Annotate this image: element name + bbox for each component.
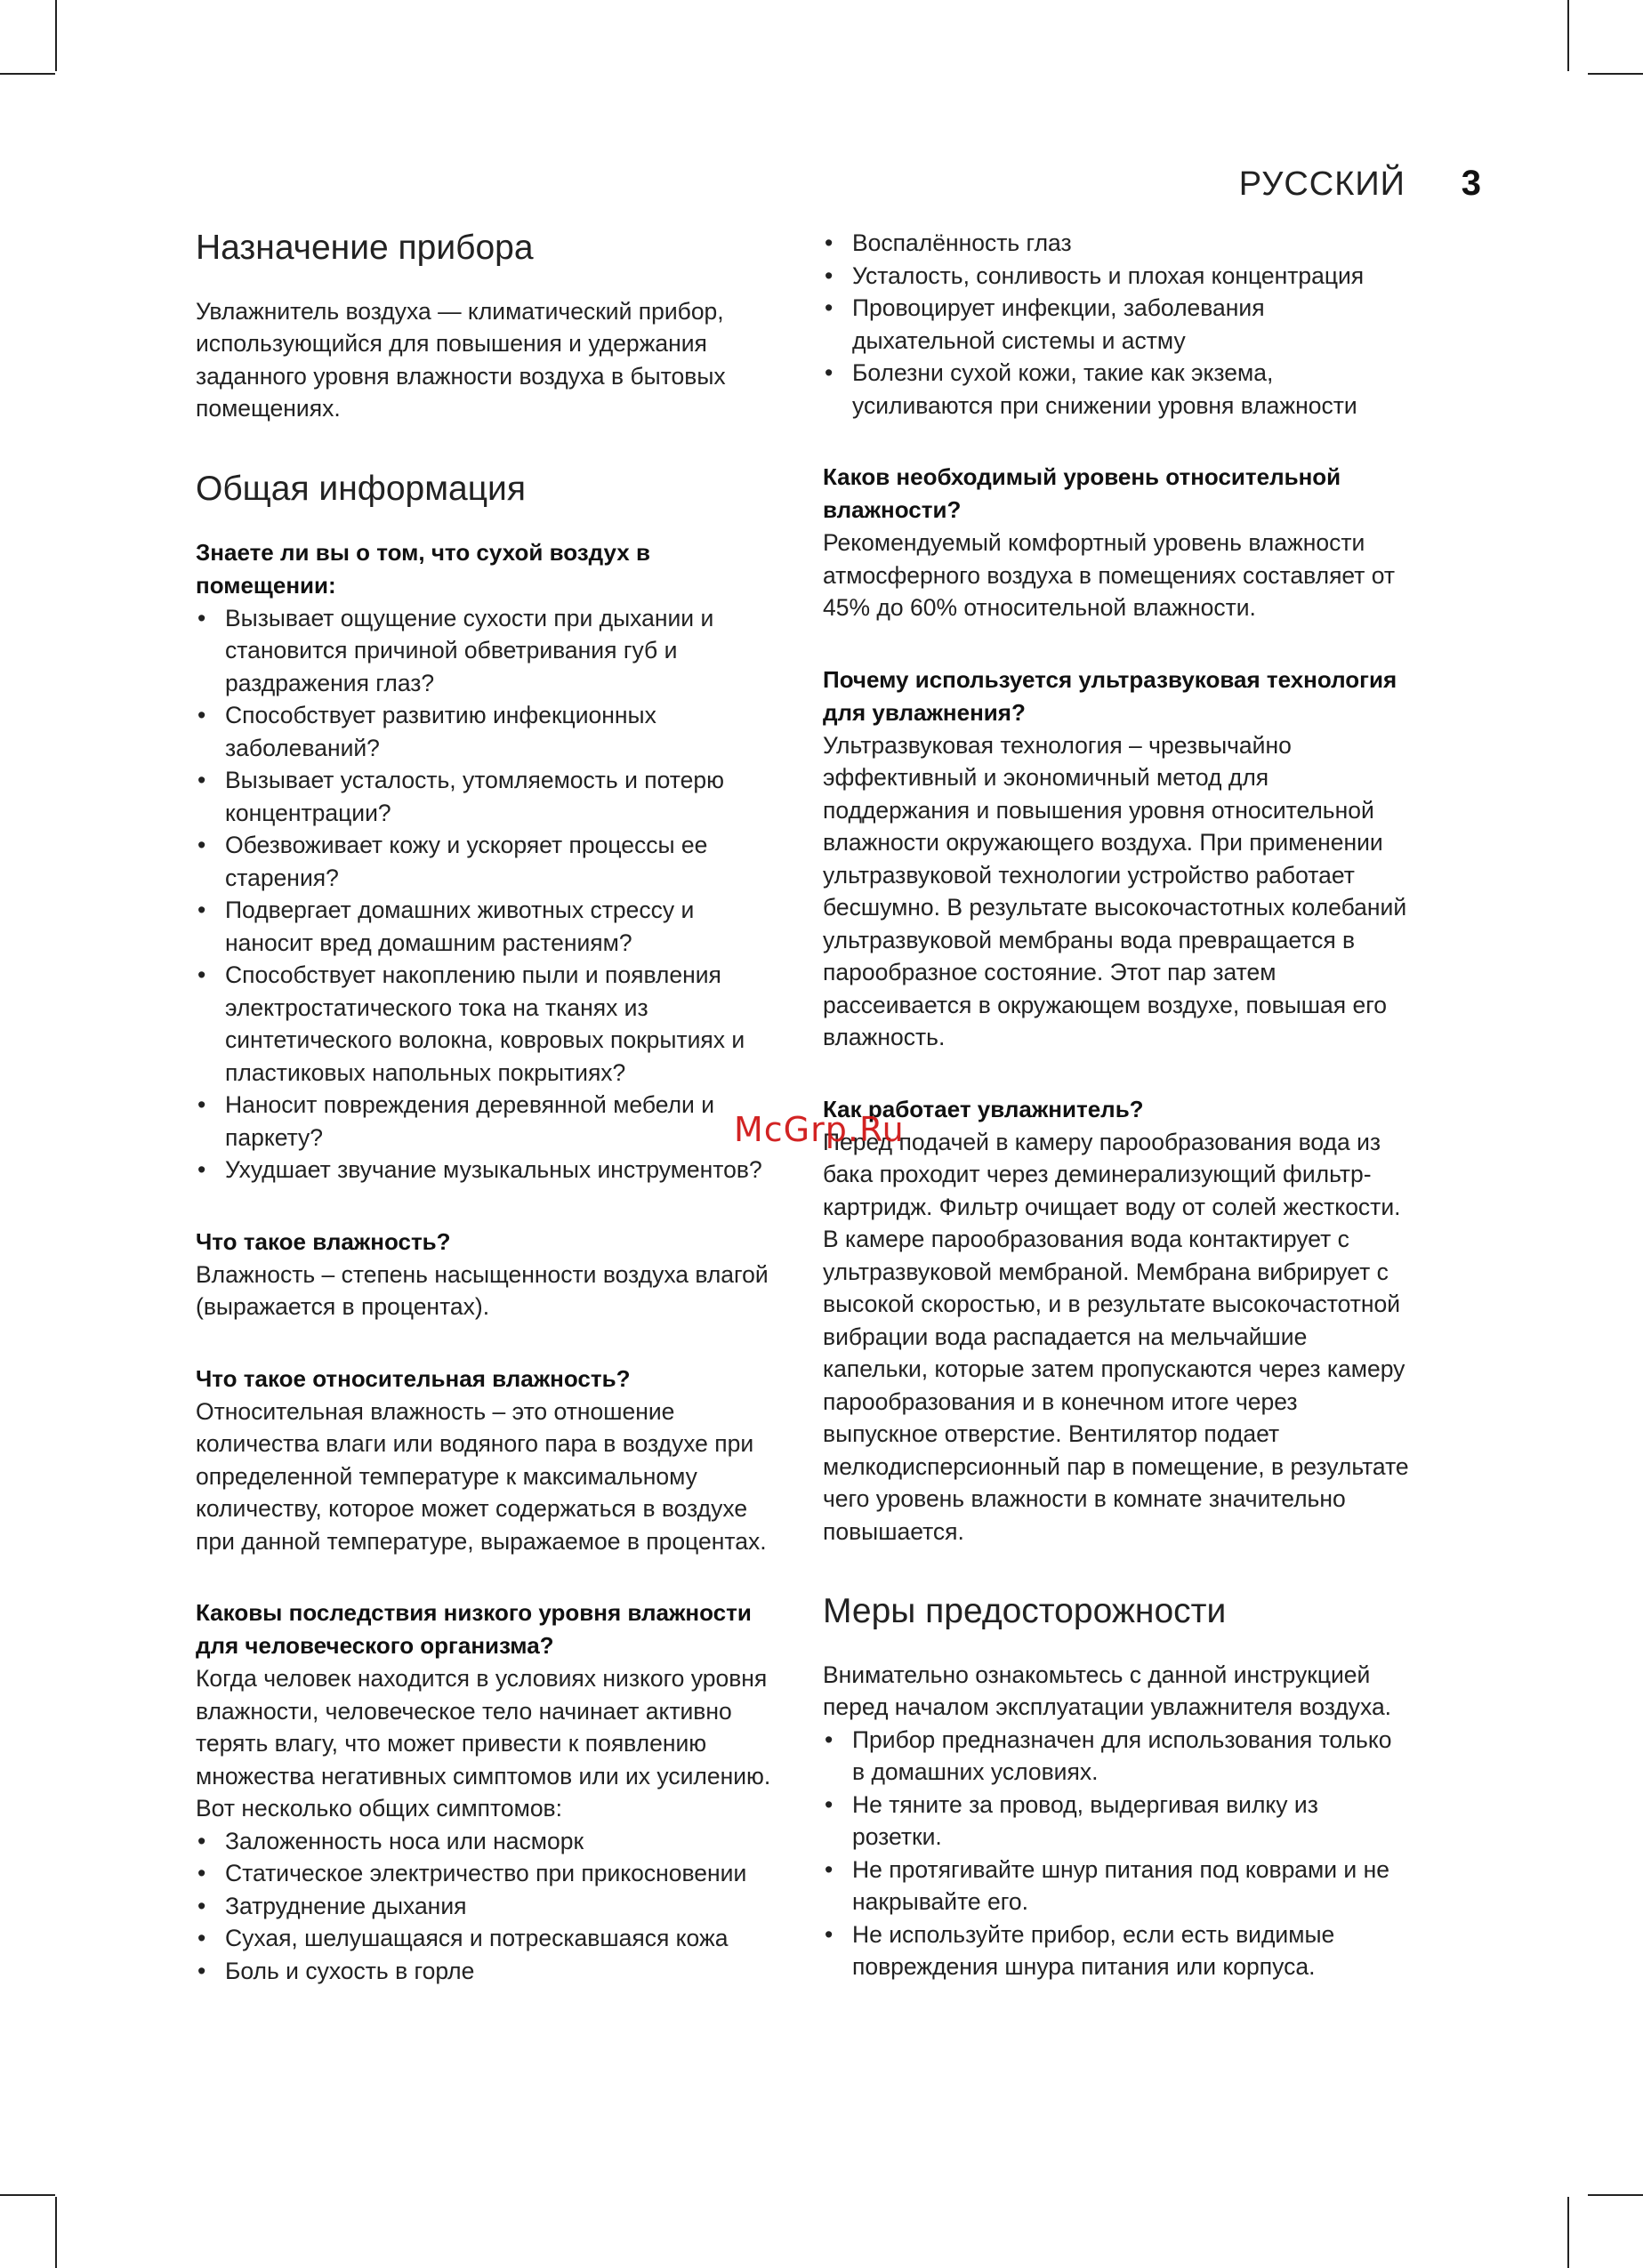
crop-mark bbox=[1588, 2194, 1643, 2196]
list-item: • Наносит повреждения деревянной мебели и паркету? bbox=[196, 1089, 787, 1154]
safety-intro: Внимательно ознакомьтесь с данной инструкцией перед началом эксплуатации увлажнителя воздуха. bbox=[823, 1661, 1392, 1721]
page-number: 3 bbox=[1461, 164, 1481, 203]
list-item: • Заложенность носа или насморк bbox=[196, 1825, 787, 1858]
page-header bbox=[1232, 165, 1490, 219]
list-item: • Прибор предназначен для использования только в домашних условиях. bbox=[823, 1724, 1410, 1789]
watermark: McGrp.Ru bbox=[734, 1110, 905, 1149]
humidity-question: Что такое влажность? bbox=[196, 1227, 451, 1255]
list-item: • Не тяните за провод, выдергивая вилку из розетки. bbox=[823, 1789, 1410, 1854]
list-item: • Способствует накоплению пыли и появления электростатического тока на тканях из синтетического волокна, ковровых покрытиях и пластиковых напольных покрытиях? bbox=[196, 959, 787, 1089]
dry-air-question: Знаете ли вы о том, что сухой воздух в помещении: bbox=[196, 538, 650, 599]
crop-mark bbox=[0, 2194, 55, 2196]
list-item: • Затруднение дыхания bbox=[196, 1890, 787, 1923]
dry-air-list bbox=[196, 602, 787, 1186]
list-item: • Способствует развитию инфекционных заболеваний? bbox=[196, 699, 787, 764]
language-label: РУССКИЙ bbox=[1238, 165, 1405, 203]
how-it-works-question: Как работает увлажнитель? bbox=[823, 1095, 1144, 1122]
symptoms-list bbox=[823, 227, 1410, 422]
crop-mark bbox=[1588, 73, 1643, 75]
list-item: • Ухудшает звучание музыкальных инструментов? bbox=[196, 1154, 787, 1186]
humidity-level-question: Каков необходимый уровень относительной влажности? bbox=[823, 463, 1341, 523]
left-column bbox=[196, 227, 787, 1987]
section-title-purpose: Назначение прибора bbox=[196, 229, 534, 267]
list-item: • Сухая, шелушащаяся и потрескавшаяся кожа bbox=[196, 1922, 787, 1955]
list-item: • Боль и сухость в горле bbox=[196, 1955, 787, 1988]
crop-mark bbox=[0, 73, 55, 75]
ultrasonic-answer: Ультразвуковая технология – чрезвычайно эффективный и экономичный метод для поддержания и повышения уровня относительной влажности окружающего воздуха. При применении ультразвуковой технологии устройство работает бесшумно. В результате высокочастотных колебаний ультразвуковой мембраны вода превращается в парообразное состояние. Этот пар затем рассеивается в окружающем воздухе, повышая его влажность. bbox=[823, 731, 1407, 1050]
list-item: • Статическое электричество при прикосновении bbox=[196, 1857, 787, 1890]
crop-mark bbox=[1567, 2197, 1569, 2268]
relative-humidity-question: Что такое относительная влажность? bbox=[196, 1364, 631, 1392]
humidity-level-answer: Рекомендуемый комфортный уровень влажности атмосферного воздуха в помещениях составляет от 45% до 60% относительной влажности. bbox=[823, 529, 1396, 621]
ultrasonic-question: Почему используется ультразвуковая технология для увлажнения? bbox=[823, 665, 1397, 726]
relative-humidity-answer: Относительная влажность – это отношение количества влаги или водяного пара в воздухе при определенной температуре к максимальному количеству, которое может содержаться в воздухе при данной температуре, выражаемое в процентах. bbox=[196, 1397, 767, 1555]
list-item: • Провоцирует инфекции, заболевания дыхательной системы и астму bbox=[823, 292, 1410, 357]
list-item: • Вызывает усталость, утомляемость и потерю концентрации? bbox=[196, 764, 787, 829]
effects-list bbox=[196, 1825, 787, 1988]
list-item: • Не протягивайте шнур питания под коврами и не накрывайте его. bbox=[823, 1854, 1410, 1918]
list-item: • Не используйте прибор, если есть видимые повреждения шнура питания или корпуса. bbox=[823, 1918, 1410, 1983]
list-item: • Воспалённость глаз bbox=[823, 227, 1410, 260]
section-title-safety: Меры предосторожности bbox=[823, 1592, 1227, 1630]
list-item: • Вызывает ощущение сухости при дыхании и становится причиной обветривания губ и раздражения глаз? bbox=[196, 602, 787, 700]
how-it-works-answer: Перед подачей в камеру парообразования вода из бака проходит через деминерализующий фильтр-картридж. Фильтр очищает воду от солей жесткости. В камере парообразования вода контактирует с ультразвуковой мембраной. Мембрана вибрирует с высокой скоростью, и в результате высокочастотной вибрации вода распадается на мельчайшие капельки, которые затем пропускаются через камеру парообразования и в конечном итоге через выпускное отверстие. Вентилятор подает мелкодисперсионный пар в помещение, в результате чего уровень влажности в комнате значительно повышается. bbox=[823, 1128, 1409, 1545]
purpose-text: Увлажнитель воздуха — климатический прибор, использующийся для повышения и удержания заданного уровня влажности воздуха в бытовых помещениях. bbox=[196, 297, 726, 422]
crop-mark bbox=[55, 0, 57, 71]
low-humidity-effects-answer: Когда человек находится в условиях низкого уровня влажности, человеческое тело начинает активно терять влагу, что может привести к появлению множества негативных симптомов или их усилению. Вот несколько общих симптомов: bbox=[196, 1665, 771, 1822]
low-humidity-effects-question: Каковы последствия низкого уровня влажности для человеческого организма? bbox=[196, 1599, 752, 1659]
list-item: • Болезни сухой кожи, такие как экзема, усиливаются при снижении уровня влажности bbox=[823, 357, 1410, 422]
right-column bbox=[823, 227, 1410, 1983]
section-title-general: Общая информация bbox=[196, 469, 526, 508]
crop-mark bbox=[1567, 0, 1569, 71]
humidity-answer: Влажность – степень насыщенности воздуха влагой (выражается в процентах). bbox=[196, 1260, 769, 1320]
list-item: • Обезвоживает кожу и ускоряет процессы ее старения? bbox=[196, 829, 787, 894]
crop-mark bbox=[55, 2197, 57, 2268]
list-item: • Подвергает домашних животных стрессу и наносит вред домашним растениям? bbox=[196, 894, 787, 959]
list-item: • Усталость, сонливость и плохая концентрация bbox=[823, 260, 1410, 293]
safety-list bbox=[823, 1724, 1410, 1983]
